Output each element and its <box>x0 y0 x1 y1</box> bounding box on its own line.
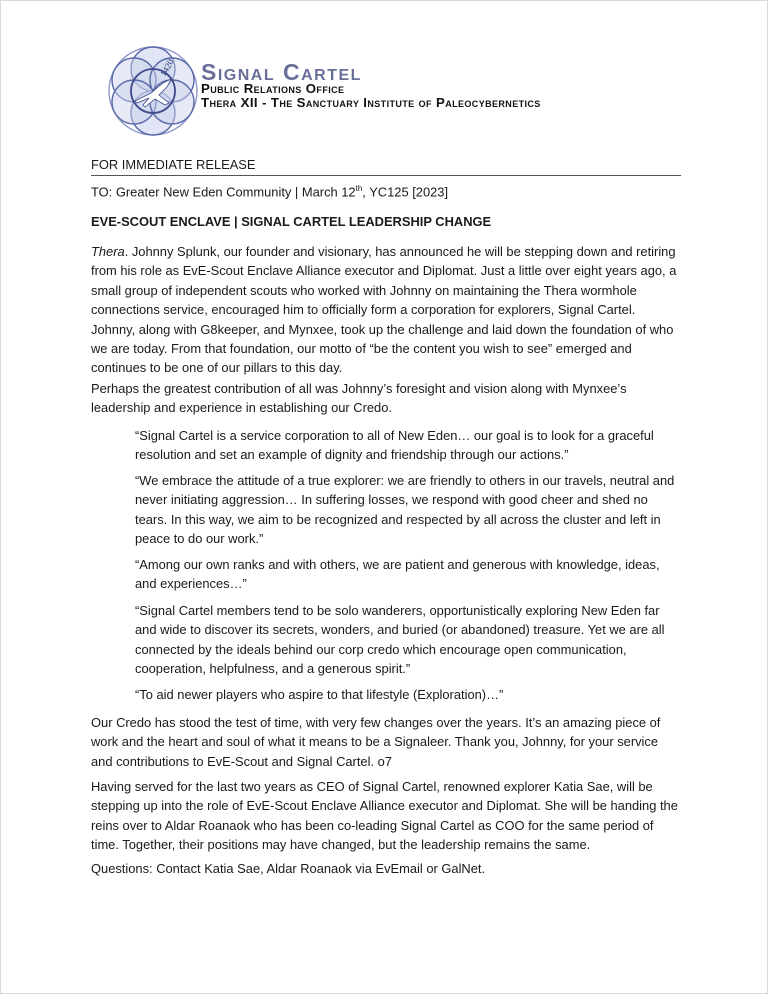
credo-quote-4: “Signal Cartel members tend to be solo wanderers, opportunistically exploring New Eden far and wide to discover its secrets, wonders, and buried (or abandoned) treasure. Yet we are all connected by the ideals behind our corp credo which encourage open communication, cooperation, helpfulness, and a generous spirit.” <box>135 603 665 677</box>
paragraph-1 <box>91 242 681 378</box>
paragraph-1-body: . Johnny Splunk, our founder and visionary, has announced he will be stepping down and retiring from his role as EvE-Scout Enclave Alliance executor and Diplomat. Just a little over eight years ago, a small group of independent scouts who worked with Johnny on maintaining the Thera wormhole connections service, encouraged him to officially form a corporation for explorers, Signal Cartel. Johnny, along with G8keeper, and Mynxee, took up the challenge and laid down the foundation of who we are today. From that foundation, our motto of “be the content you wish to see” emerged and continues to be one of our pillars to this day. <box>91 244 677 376</box>
credo-quote-5: “To aid newer players who aspire to that lifestyle (Exploration)…” <box>135 687 504 702</box>
paragraph-4: Having served for the last two years as CEO of Signal Cartel, renowned explorer Katia Sae, will be stepping up into the role of EvE-Scout Enclave Alliance executor and Diplomat. She will be handing the reins over to Aldar Roanaok who has been co-leading Signal Cartel as COO for the same period of time. Together, their positions may have changed, but the leadership remains the same. <box>91 779 678 853</box>
credo-quote-3: “Among our own ranks and with others, we are patient and generous with knowledge, ideas, and experiences…” <box>135 557 660 592</box>
recipient-line <box>91 184 448 199</box>
recipient-prefix: TO: Greater New Eden Community | March 12 <box>91 184 356 200</box>
paragraph-1-lead: Thera <box>91 244 125 259</box>
org-name: Signal Cartel <box>201 59 362 85</box>
headline: EVE-SCOUT ENCLAVE | SIGNAL CARTEL LEADERSHIP CHANGE <box>91 214 492 229</box>
date-suffix: th <box>355 184 363 193</box>
release-label: FOR IMMEDIATE RELEASE <box>91 157 256 172</box>
signal-cartel-logo <box>105 43 201 139</box>
credo-quote-1: “Signal Cartel is a service corporation to all of New Eden… our goal is to look for a graceful resolution and set an example of dignity and friendship through our actions.” <box>135 428 654 463</box>
contact-line: Questions: Contact Katia Sae, Aldar Roanaok via EvEmail or GalNet. <box>91 861 486 876</box>
paragraph-3: Our Credo has stood the test of time, with very few changes over the years. It’s an amazing piece of work and the heart and soul of what it means to be a Signaleer. Thank you, Johnny, for your service and contributions to EvE-Scout and Signal Cartel. o7 <box>91 715 661 769</box>
office-location: Thera XII - The Sanctuary Institute of Paleocybernetics <box>201 95 541 110</box>
divider <box>91 175 681 176</box>
recipient-suffix: , YC125 [2023] <box>362 184 449 200</box>
logo-text: 1420 <box>158 57 176 78</box>
credo-quote-2: “We embrace the attitude of a true explorer: we are friendly to others in our travels, neutral and never initiating aggression… In suffering losses, we respond with good cheer and shed no tears. In this way, we aim to be recognized and respected by all across the cluster and left in peace to do our work.” <box>135 473 675 547</box>
office-name: Public Relations Office <box>201 81 345 96</box>
paragraph-2: Perhaps the greatest contribution of all was Johnny’s foresight and vision along with Mynxee’s leadership and experience in establishing our Credo. <box>91 381 627 416</box>
